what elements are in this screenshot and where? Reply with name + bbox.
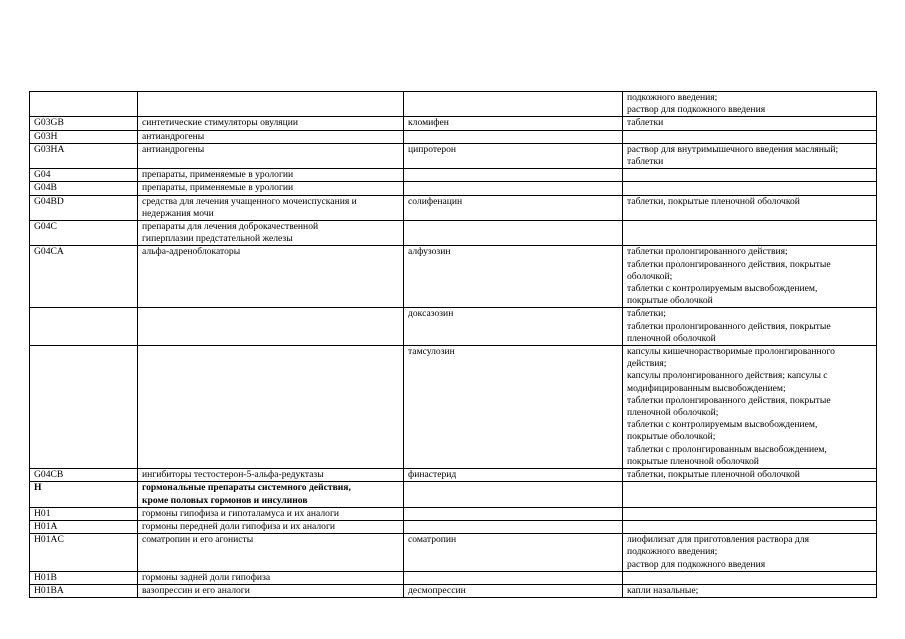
dosage-forms-cell bbox=[623, 169, 877, 182]
group-text-line: кроме половых гормонов и инсулинов bbox=[142, 494, 308, 506]
dosage-forms-cell bbox=[623, 584, 877, 597]
group-text-line: ингибиторы тестостерон-5-альфа-редуктазы bbox=[142, 469, 324, 481]
table-row bbox=[30, 584, 877, 597]
anatomical-group-cell bbox=[138, 482, 404, 507]
atc-code-cell: H01AC bbox=[30, 534, 138, 572]
group-text-line: гормоны задней доли гипофиза bbox=[142, 571, 271, 583]
dosage-form-line: капли назальные; bbox=[627, 584, 699, 596]
atc-code-cell: H01 bbox=[30, 507, 138, 520]
atc-code-cell bbox=[30, 92, 138, 117]
table-row bbox=[30, 92, 877, 117]
atc-code-cell: H bbox=[30, 482, 138, 507]
drug-name-cell bbox=[404, 92, 623, 117]
drug-name-cell bbox=[404, 482, 623, 507]
atc-code-cell: G03H bbox=[30, 130, 138, 143]
atc-code-cell: G04CB bbox=[30, 469, 138, 482]
table-row bbox=[30, 195, 877, 220]
dosage-form-line: раствор для внутримышечного введения масляный; bbox=[627, 143, 839, 155]
dosage-form-line: покрытые оболочкой; bbox=[627, 431, 716, 443]
dosage-forms-cell bbox=[623, 571, 877, 584]
dosage-forms-cell bbox=[623, 182, 877, 195]
drug-table-body bbox=[30, 92, 877, 598]
drug-name-cell: ципротерон bbox=[404, 143, 623, 168]
atc-code-cell bbox=[30, 346, 138, 469]
dosage-forms-cell bbox=[623, 117, 877, 130]
group-text-line: вазопрессин и его аналоги bbox=[142, 584, 250, 596]
anatomical-group-cell bbox=[138, 143, 404, 168]
dosage-forms-cell bbox=[623, 143, 877, 168]
table-row bbox=[30, 169, 877, 182]
dosage-forms-cell bbox=[623, 92, 877, 117]
drug-name-cell bbox=[404, 520, 623, 533]
anatomical-group-cell bbox=[138, 92, 404, 117]
dosage-form-line: таблетки с контролируемым высвобождением, bbox=[627, 283, 818, 295]
anatomical-group-cell bbox=[138, 169, 404, 182]
dosage-form-line: пленочной оболочкой bbox=[627, 332, 716, 344]
table-row bbox=[30, 308, 877, 346]
table-row bbox=[30, 117, 877, 130]
dosage-form-line: действия; bbox=[627, 358, 667, 370]
atc-code-cell: G03GB bbox=[30, 117, 138, 130]
dosage-form-line: капсулы кишечнорастворимые пролонгированного bbox=[627, 346, 835, 358]
dosage-forms-cell bbox=[623, 507, 877, 520]
anatomical-group-cell bbox=[138, 584, 404, 597]
table-row bbox=[30, 130, 877, 143]
drug-name-cell bbox=[404, 169, 623, 182]
group-text-line: препараты, применяемые в урологии bbox=[142, 169, 294, 181]
anatomical-group-cell bbox=[138, 308, 404, 346]
table-row bbox=[30, 182, 877, 195]
drug-name-cell bbox=[404, 221, 623, 246]
atc-code-cell: G04B bbox=[30, 182, 138, 195]
group-text-line: гормональные препараты системного действия, bbox=[142, 482, 351, 494]
group-text-line: альфа-адреноблокаторы bbox=[142, 246, 241, 258]
anatomical-group-cell bbox=[138, 534, 404, 572]
anatomical-group-cell bbox=[138, 130, 404, 143]
dosage-form-line: таблетки пролонгированного действия; bbox=[627, 246, 788, 258]
anatomical-group-cell bbox=[138, 195, 404, 220]
dosage-forms-cell bbox=[623, 195, 877, 220]
atc-code-cell: H01A bbox=[30, 520, 138, 533]
anatomical-group-cell bbox=[138, 246, 404, 308]
dosage-form-line: таблетки bbox=[627, 156, 664, 168]
table-row bbox=[30, 246, 877, 308]
dosage-forms-cell bbox=[623, 469, 877, 482]
drug-name-cell bbox=[404, 130, 623, 143]
group-text-line: гормоны гипофиза и гипоталамуса и их аналоги bbox=[142, 507, 340, 519]
atc-code-cell bbox=[30, 308, 138, 346]
anatomical-group-cell bbox=[138, 117, 404, 130]
dosage-form-line: капсулы пролонгированного действия; капсулы с bbox=[627, 370, 828, 382]
atc-code-cell: G04C bbox=[30, 221, 138, 246]
dosage-form-line: таблетки; bbox=[627, 308, 666, 320]
drug-name-cell bbox=[404, 182, 623, 195]
drug-name-cell: алфузозин bbox=[404, 246, 623, 308]
table-row bbox=[30, 469, 877, 482]
dosage-form-line: подкожного введения; bbox=[627, 546, 718, 558]
group-text-line: соматропин и его агонисты bbox=[142, 534, 254, 546]
anatomical-group-cell bbox=[138, 221, 404, 246]
group-text-line: недержания мочи bbox=[142, 207, 214, 219]
atc-code-cell: G04CA bbox=[30, 246, 138, 308]
dosage-form-line: таблетки bbox=[627, 117, 664, 129]
table-row bbox=[30, 221, 877, 246]
anatomical-group-cell bbox=[138, 182, 404, 195]
group-text-line: антиандрогены bbox=[142, 143, 205, 155]
group-text-line: средства для лечения учащенного мочеиспускания и bbox=[142, 195, 357, 207]
dosage-form-line: таблетки, покрытые пленочной оболочкой bbox=[627, 195, 800, 207]
table-row bbox=[30, 507, 877, 520]
drug-name-cell: десмопрессин bbox=[404, 584, 623, 597]
dosage-forms-cell bbox=[623, 130, 877, 143]
dosage-form-line: таблетки с пролонгированным высвобождением, bbox=[627, 443, 827, 455]
anatomical-group-cell bbox=[138, 571, 404, 584]
drug-name-cell: соматропин bbox=[404, 534, 623, 572]
drug-name-cell: солифенацин bbox=[404, 195, 623, 220]
group-text-line: гормоны передней доли гипофиза и их аналоги bbox=[142, 520, 336, 532]
group-text-line: гиперплазии предстательной железы bbox=[142, 233, 293, 245]
atc-code-cell: G04 bbox=[30, 169, 138, 182]
dosage-form-line: модифицированным высвобождением; bbox=[627, 382, 786, 394]
dosage-forms-cell bbox=[623, 246, 877, 308]
group-text-line: антиандрогены bbox=[142, 130, 205, 142]
dosage-form-line: таблетки пролонгированного действия, покрытые bbox=[627, 394, 831, 406]
anatomical-group-cell bbox=[138, 469, 404, 482]
drug-name-cell: кломифен bbox=[404, 117, 623, 130]
drug-name-cell bbox=[404, 571, 623, 584]
dosage-form-line: покрытые оболочкой bbox=[627, 295, 713, 307]
dosage-form-line: таблетки пролонгированного действия, покрытые bbox=[627, 258, 831, 270]
anatomical-group-cell bbox=[138, 507, 404, 520]
dosage-form-line: таблетки, покрытые пленочной оболочкой bbox=[627, 469, 800, 481]
table-row bbox=[30, 482, 877, 507]
group-text-line: препараты, применяемые в урологии bbox=[142, 182, 294, 194]
dosage-form-line: оболочкой; bbox=[627, 270, 673, 282]
atc-code-cell: H01B bbox=[30, 571, 138, 584]
table-row bbox=[30, 571, 877, 584]
dosage-forms-cell bbox=[623, 221, 877, 246]
dosage-form-line: покрытые пленочной оболочкой bbox=[627, 455, 759, 467]
atc-code-cell: H01BA bbox=[30, 584, 138, 597]
drug-list-table bbox=[29, 91, 877, 598]
table-row bbox=[30, 143, 877, 168]
dosage-forms-cell bbox=[623, 534, 877, 572]
dosage-forms-cell bbox=[623, 346, 877, 469]
dosage-form-line: раствор для подкожного введения bbox=[627, 104, 766, 116]
group-text-line: синтетические стимуляторы овуляции bbox=[142, 117, 299, 129]
drug-name-cell bbox=[404, 507, 623, 520]
table-row bbox=[30, 346, 877, 469]
dosage-form-line: пленочной оболочкой; bbox=[627, 407, 719, 419]
group-text-line: препараты для лечения доброкачественной bbox=[142, 221, 319, 233]
dosage-form-line: подкожного введения; bbox=[627, 92, 718, 103]
dosage-form-line: таблетки пролонгированного действия, покрытые bbox=[627, 320, 831, 332]
dosage-form-line: раствор для подкожного введения bbox=[627, 558, 766, 570]
table-row bbox=[30, 534, 877, 572]
dosage-form-line: лиофилизат для приготовления раствора для bbox=[627, 534, 809, 546]
atc-code-cell: G04BD bbox=[30, 195, 138, 220]
dosage-forms-cell bbox=[623, 482, 877, 507]
atc-code-cell: G03HA bbox=[30, 143, 138, 168]
drug-name-cell: финастерид bbox=[404, 469, 623, 482]
drug-name-cell: доксазозин bbox=[404, 308, 623, 346]
dosage-form-line: таблетки с контролируемым высвобождением, bbox=[627, 419, 818, 431]
table-row bbox=[30, 520, 877, 533]
dosage-forms-cell bbox=[623, 520, 877, 533]
drug-name-cell: тамсулозин bbox=[404, 346, 623, 469]
dosage-forms-cell bbox=[623, 308, 877, 346]
anatomical-group-cell bbox=[138, 520, 404, 533]
anatomical-group-cell bbox=[138, 346, 404, 469]
